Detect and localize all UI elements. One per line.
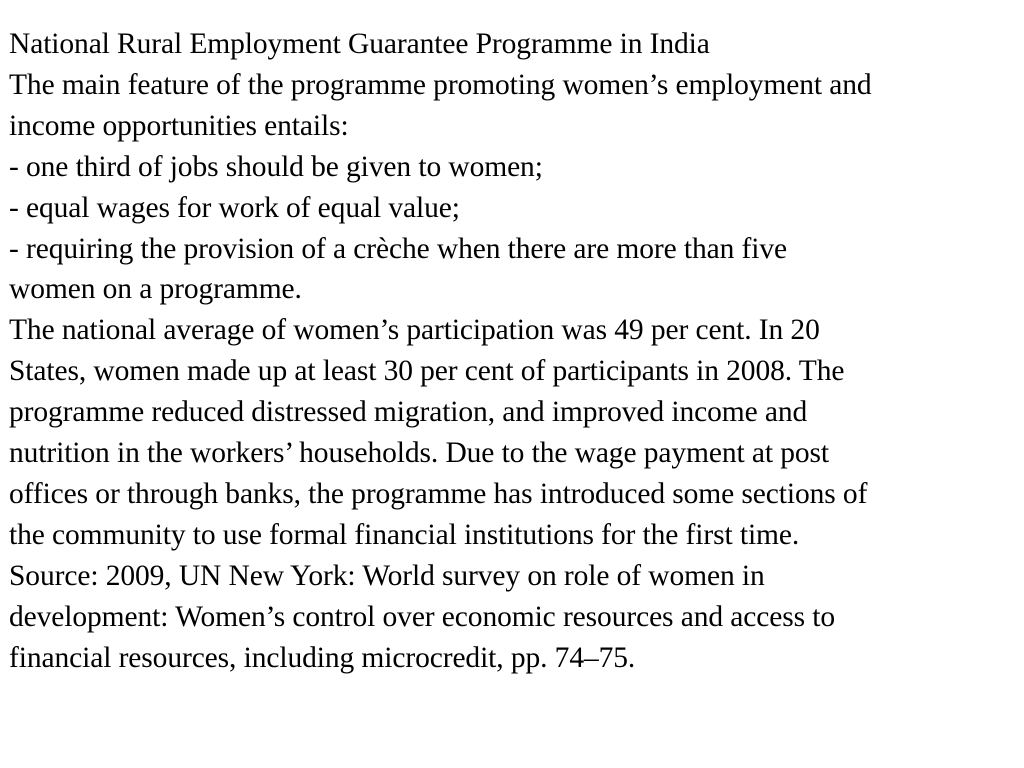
document-title: National Rural Employment Guarantee Programme in India	[9, 28, 710, 60]
body-line: programme reduced distressed migration, and improved income and	[9, 396, 808, 429]
bullet-list	[9, 147, 1016, 311]
body-line: the community to use formal financial institutions for the first time.	[9, 518, 800, 551]
source-line: development: Women’s control over economic resources and access to	[9, 600, 836, 633]
body-line: States, women made up at least 30 per cent of participants in 2008. The	[9, 355, 845, 388]
body-line: offices or through banks, the programme has introduced some sections of	[9, 477, 868, 510]
intro-line: income opportunities entails:	[9, 109, 349, 142]
body-line: The national average of women’s participation was 49 per cent. In 20	[9, 314, 820, 347]
intro-paragraph	[9, 65, 1016, 147]
bullet-item: - equal wages for work of equal value;	[9, 191, 460, 224]
bullet-item: - one third of jobs should be given to women;	[9, 150, 543, 183]
source-citation	[9, 556, 1016, 679]
intro-line: The main feature of the programme promoting women’s employment and	[9, 68, 872, 101]
source-line: Source: 2009, UN New York: World survey on role of women in	[9, 559, 765, 592]
source-line: financial resources, including microcredit, pp. 74–75.	[9, 641, 636, 674]
bullet-item: - requiring the provision of a crèche when there are more than five	[9, 232, 787, 265]
body-line: nutrition in the workers’ households. Due to the wage payment at post	[9, 437, 830, 470]
bullet-item-continuation: women on a programme.	[9, 273, 302, 306]
body-paragraph	[9, 310, 1016, 555]
